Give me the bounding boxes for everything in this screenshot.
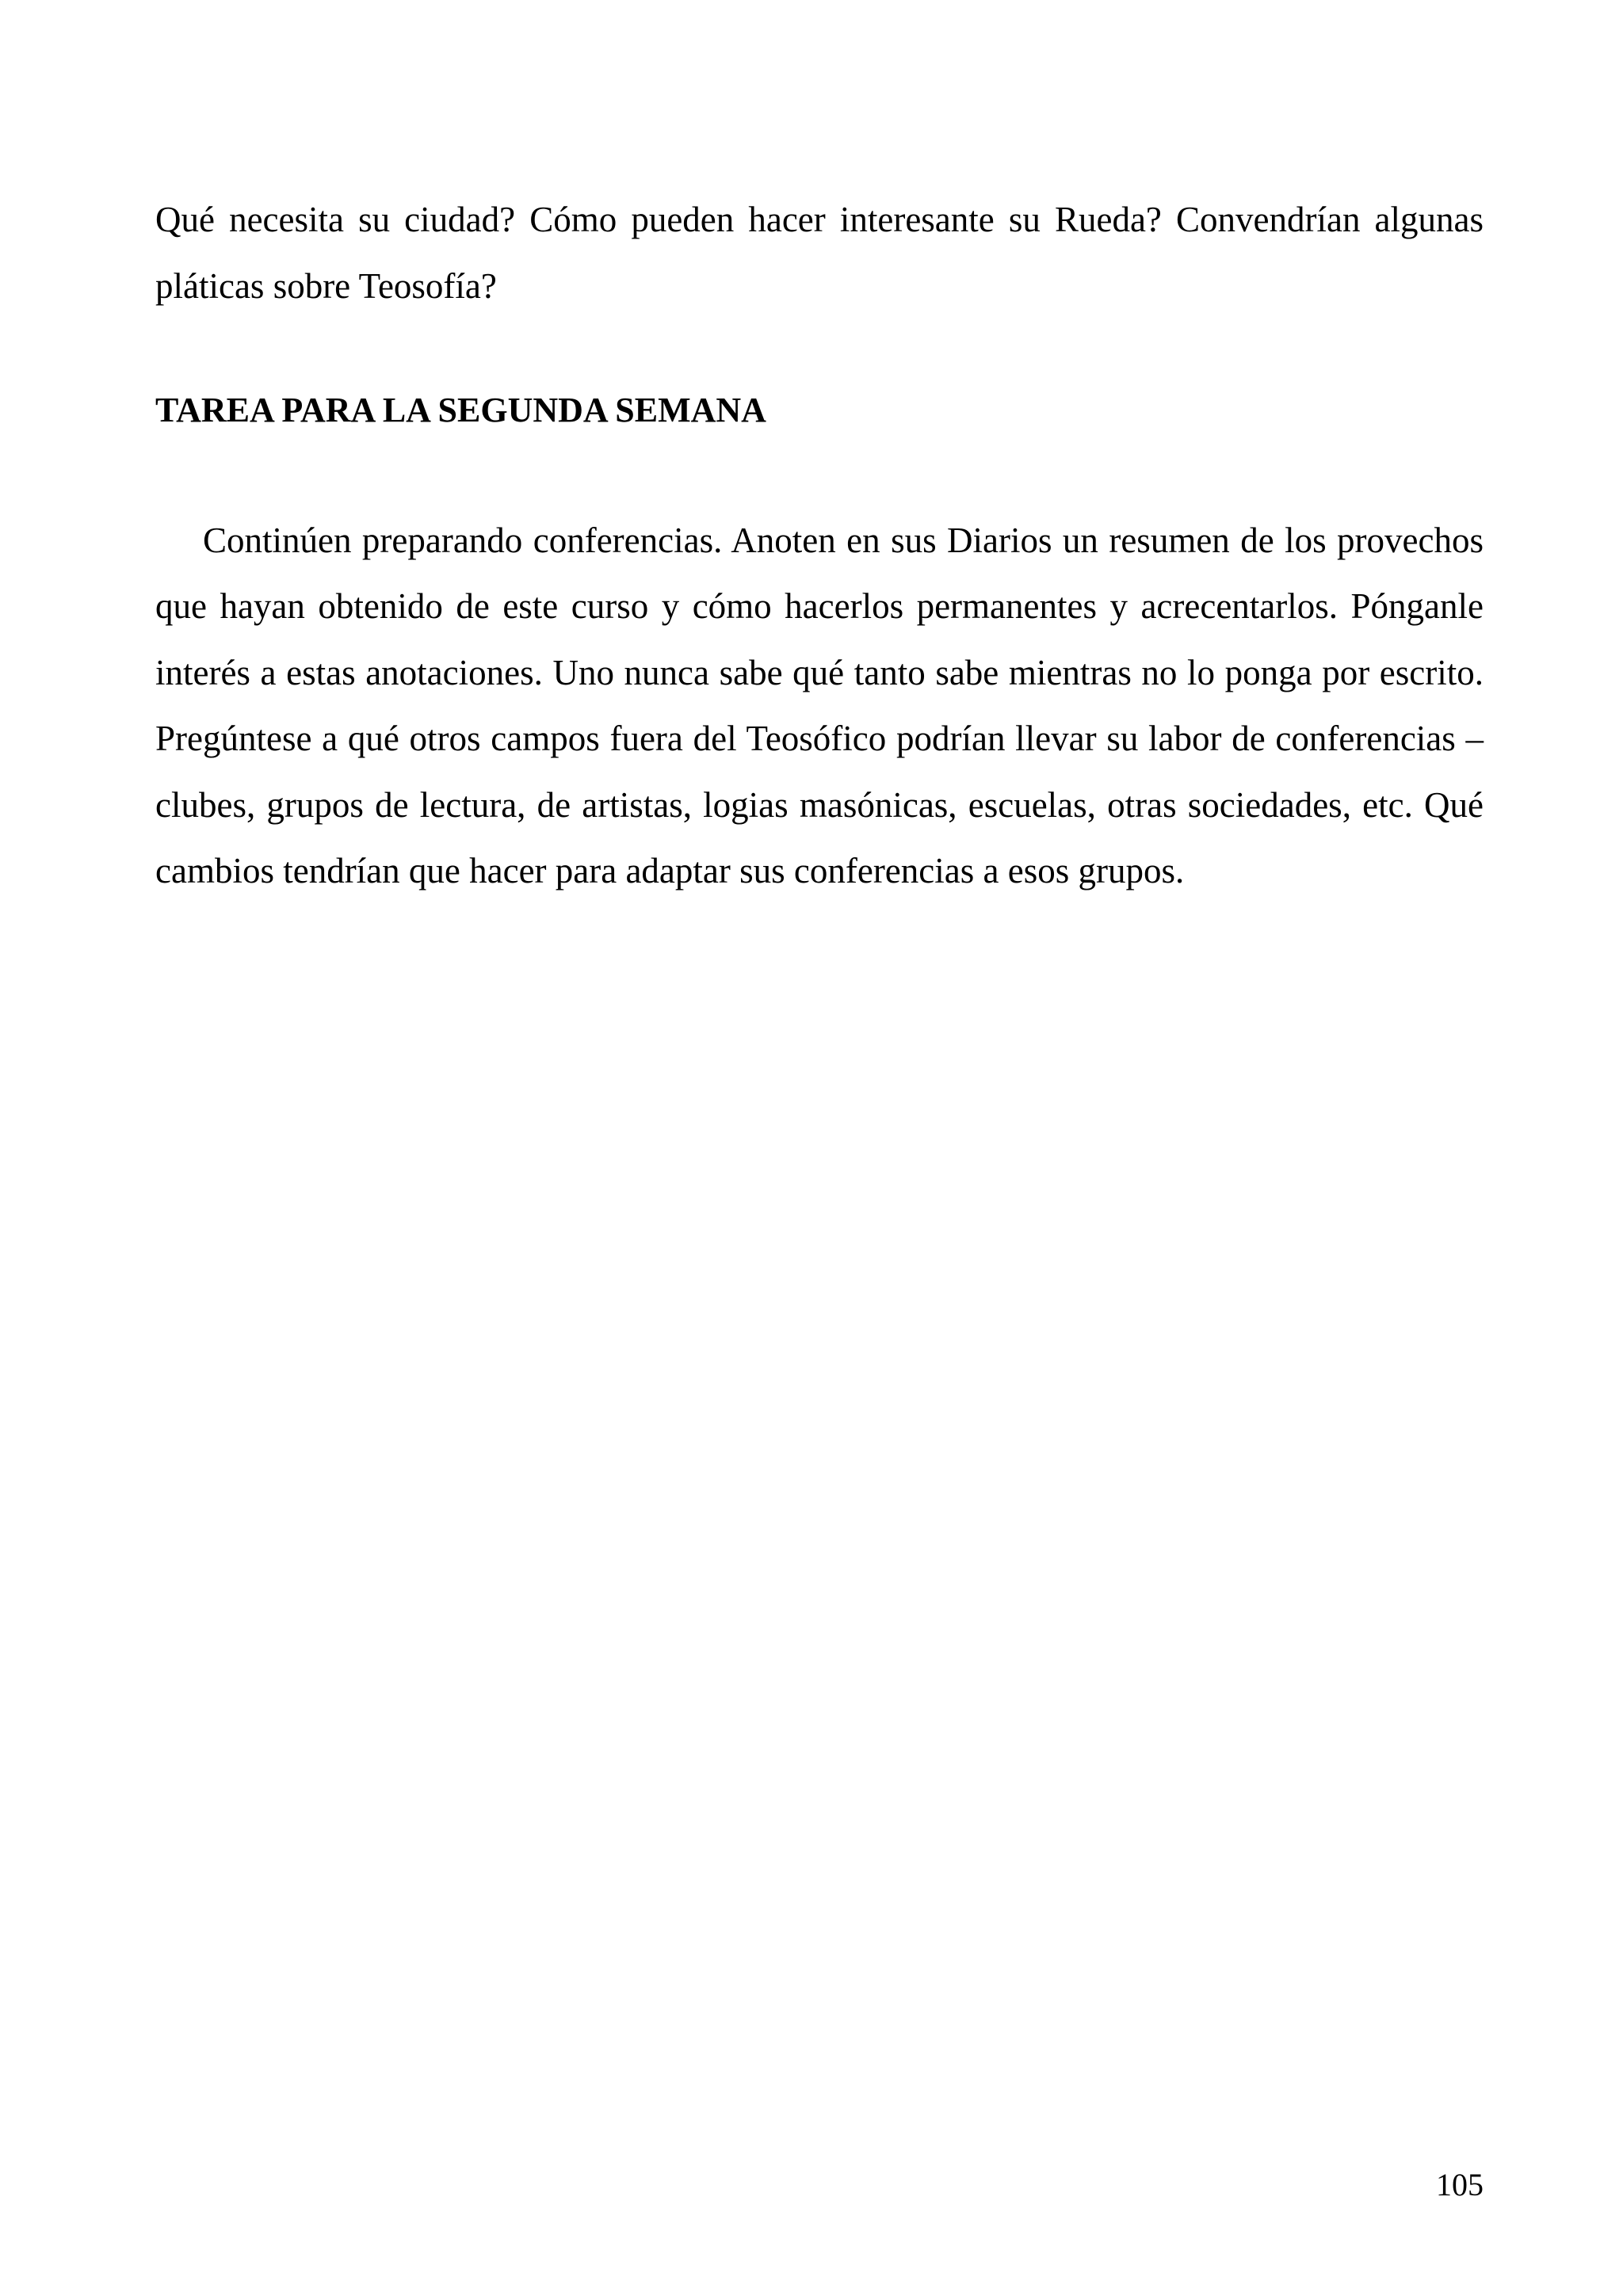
page-content — [155, 187, 1484, 905]
page-number: 105 — [1436, 2167, 1484, 2203]
intro-paragraph: Qué necesita su ciudad? Cómo pueden hacer interesante su Rueda? Convendrían algunas pláticas sobre Teosofía? — [155, 200, 1484, 306]
body-paragraph: Continúen preparando conferencias. Anoten en sus Diarios un resumen de los provechos que hayan obtenido de este curso y cómo hacerlos permanentes y acrecentarlos. Pónganle interés a estas anotaciones. Uno nunca sabe qué tanto sabe mientras no lo ponga por escrito. Pregúntese a qué otros campos fuera del Teosófico podrían llevar su labor de conferencias –clubes, grupos de lectura, de artistas, logias masónicas, escuelas, otras sociedades, etc. Qué cambios tendrían que hacer para adaptar sus conferencias a esos grupos. — [155, 520, 1484, 891]
section-heading: TAREA PARA LA SEGUNDA SEMANA — [155, 391, 766, 429]
